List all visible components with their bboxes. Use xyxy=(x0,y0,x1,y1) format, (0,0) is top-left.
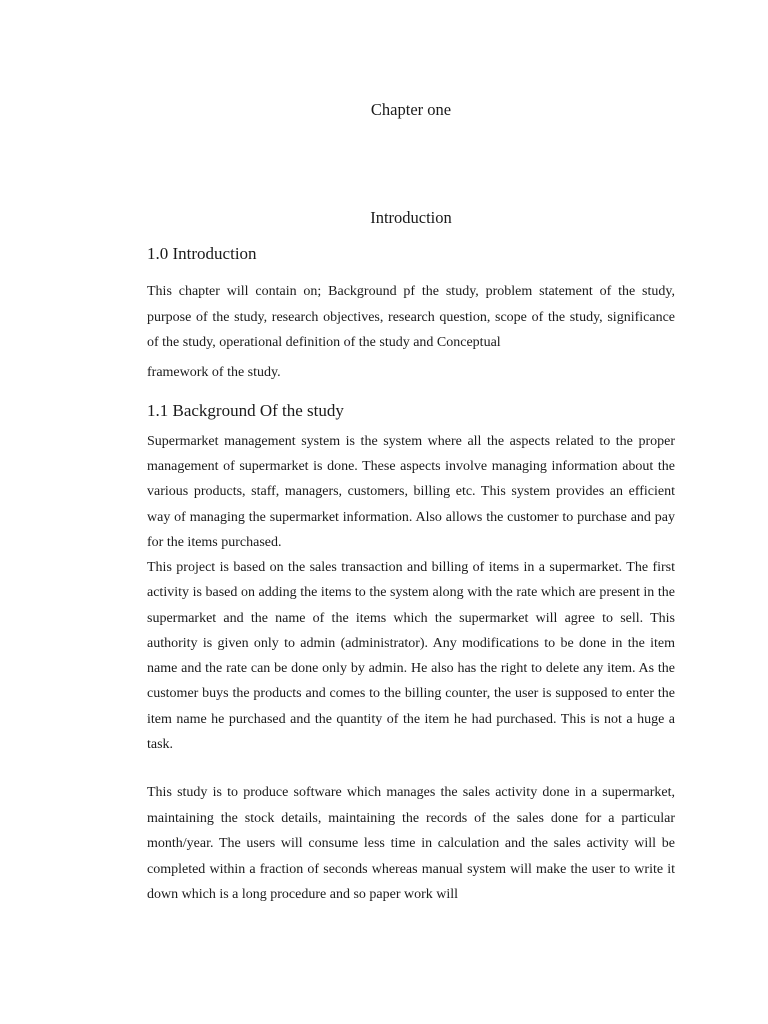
background-paragraph-2: This project is based on the sales transaction and billing of items in a supermarket. The first activity is based on adding the items to the system along with the rate which are present in the supermarket and the name of the items which the supermarket will agree to sell. This authority is given only to admin (administrator). Any modifications to be done in the item name and the rate can be done only by admin. He also has the right to delete any item. As the customer buys the products and comes to the billing counter, the user is supposed to enter the item name he purchased and the quantity of the item he had purchased. This is not a huge a task. xyxy=(147,560,675,753)
section-heading-introduction: 1.0 Introduction xyxy=(147,244,257,263)
introduction-paragraph-text: This chapter will contain on; Background pf the study, problem statement of the study, purpose of the study, research objectives, research question, scope of the study, significance of the study, operational definition of the study and Conceptual xyxy=(147,284,675,350)
background-paragraph-1: Supermarket management system is the system where all the aspects related to the proper management of supermarket is done. These aspects involve managing information about the various products, staff, managers, customers, billing etc. This system provides an efficient way of managing the supermarket information. Also allows the customer to purchase and pay for the items purchased. xyxy=(147,434,675,550)
introduction-paragraph xyxy=(147,279,675,385)
section-heading-background: 1.1 Background Of the study xyxy=(147,401,344,420)
chapter-title: Introduction xyxy=(370,208,452,227)
background-paragraph-3: This study is to produce software which manages the sales activity done in a supermarket, maintaining the stock details, maintaining the records of the sales done for a particular month/year. The users will consume less time in calculation and the sales activity will be completed within a fraction of seconds whereas manual system will make the user to write it down which is a long procedure and so paper work will xyxy=(147,785,675,903)
chapter-label: Chapter one xyxy=(370,100,452,119)
introduction-paragraph-last-line: framework of the study. xyxy=(147,364,281,380)
